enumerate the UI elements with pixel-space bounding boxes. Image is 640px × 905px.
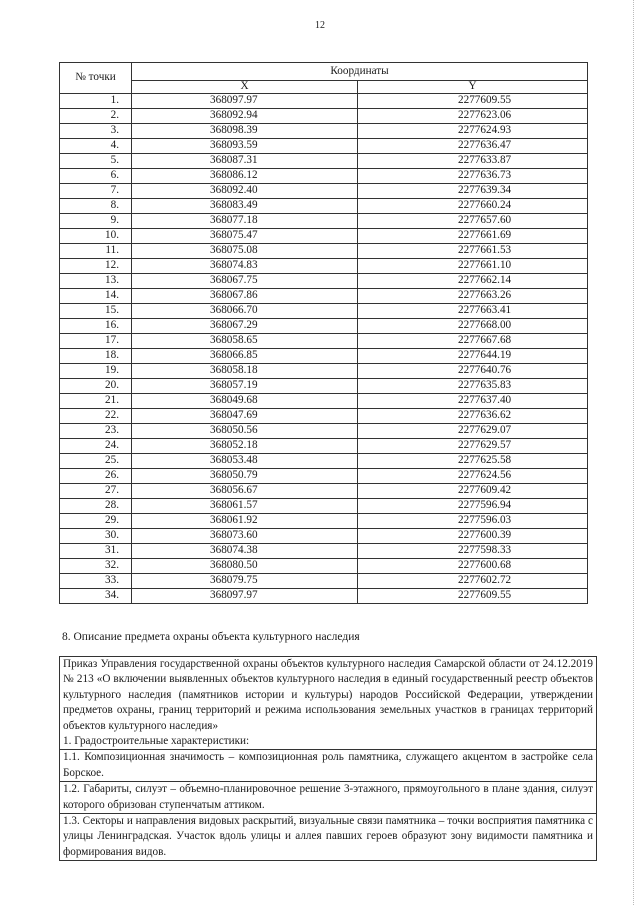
point-number-cell: 10. <box>60 229 132 244</box>
y-coordinate-cell: 2277667.68 <box>358 334 588 349</box>
y-coordinate-cell: 2277657.60 <box>358 214 588 229</box>
point-number-cell: 2. <box>60 109 132 124</box>
header-x: X <box>132 80 358 93</box>
point-number-cell: 15. <box>60 304 132 319</box>
item-view-sectors: 1.3. Секторы и направления видовых раскрытий, визуальные связи памятника – точки восприятия памятника с улицы Ленинградская. Участок вдоль улицы и аллея павших героев образуют зону видимости памятника и формирования видов. <box>63 815 593 858</box>
point-number-cell: 20. <box>60 379 132 394</box>
item-block <box>60 813 596 860</box>
x-coordinate-cell: 368067.86 <box>132 289 358 304</box>
table-row <box>60 319 588 334</box>
point-number-cell: 17. <box>60 334 132 349</box>
y-coordinate-cell: 2277661.69 <box>358 229 588 244</box>
table-row <box>60 484 588 499</box>
table-row <box>60 124 588 139</box>
point-number-cell: 16. <box>60 319 132 334</box>
table-row <box>60 274 588 289</box>
x-coordinate-cell: 368097.97 <box>132 94 358 109</box>
x-coordinate-cell: 368053.48 <box>132 454 358 469</box>
y-coordinate-cell: 2277625.58 <box>358 454 588 469</box>
point-number-cell: 6. <box>60 169 132 184</box>
header-coordinates: Координаты <box>132 63 588 81</box>
table-row <box>60 454 588 469</box>
item-block <box>60 749 596 781</box>
x-coordinate-cell: 368075.08 <box>132 244 358 259</box>
y-coordinate-cell: 2277644.19 <box>358 349 588 364</box>
y-coordinate-cell: 2277629.07 <box>358 424 588 439</box>
y-coordinate-cell: 2277602.72 <box>358 574 588 589</box>
table-row <box>60 154 588 169</box>
y-coordinate-cell: 2277609.55 <box>358 94 588 109</box>
table-row <box>60 304 588 319</box>
x-coordinate-cell: 368061.92 <box>132 514 358 529</box>
table-row <box>60 574 588 589</box>
point-number-cell: 8. <box>60 199 132 214</box>
y-coordinate-cell: 2277640.76 <box>358 364 588 379</box>
header-point-number: № точки <box>60 63 132 94</box>
table-row <box>60 349 588 364</box>
scan-edge <box>633 0 640 905</box>
table-row <box>60 259 588 274</box>
x-coordinate-cell: 368056.67 <box>132 484 358 499</box>
table-row <box>60 514 588 529</box>
x-coordinate-cell: 368067.29 <box>132 319 358 334</box>
x-coordinate-cell: 368087.31 <box>132 154 358 169</box>
x-coordinate-cell: 368058.18 <box>132 364 358 379</box>
x-coordinate-cell: 368049.68 <box>132 394 358 409</box>
point-number-cell: 24. <box>60 439 132 454</box>
table-row <box>60 214 588 229</box>
table-row <box>60 394 588 409</box>
point-number-cell: 5. <box>60 154 132 169</box>
point-number-cell: 19. <box>60 364 132 379</box>
point-number-cell: 18. <box>60 349 132 364</box>
table-row <box>60 289 588 304</box>
x-coordinate-cell: 368050.56 <box>132 424 358 439</box>
table-row <box>60 334 588 349</box>
x-coordinate-cell: 368097.97 <box>132 589 358 604</box>
point-number-cell: 26. <box>60 469 132 484</box>
point-number-cell: 11. <box>60 244 132 259</box>
x-coordinate-cell: 368066.70 <box>132 304 358 319</box>
point-number-cell: 23. <box>60 424 132 439</box>
point-number-cell: 1. <box>60 94 132 109</box>
point-number-cell: 7. <box>60 184 132 199</box>
item-block <box>60 781 596 813</box>
x-coordinate-cell: 368050.79 <box>132 469 358 484</box>
x-coordinate-cell: 368077.18 <box>132 214 358 229</box>
table-row <box>60 169 588 184</box>
x-coordinate-cell: 368066.85 <box>132 349 358 364</box>
point-number-cell: 25. <box>60 454 132 469</box>
x-coordinate-cell: 368057.19 <box>132 379 358 394</box>
y-coordinate-cell: 2277624.56 <box>358 469 588 484</box>
x-coordinate-cell: 368098.39 <box>132 124 358 139</box>
point-number-cell: 31. <box>60 544 132 559</box>
y-coordinate-cell: 2277661.10 <box>358 259 588 274</box>
point-number-cell: 27. <box>60 484 132 499</box>
table-row <box>60 184 588 199</box>
subheading-urban: 1. Градостроительные характеристики: <box>63 735 250 748</box>
point-number-cell: 4. <box>60 139 132 154</box>
x-coordinate-cell: 368092.40 <box>132 184 358 199</box>
table-row <box>60 139 588 154</box>
table-row <box>60 379 588 394</box>
y-coordinate-cell: 2277635.83 <box>358 379 588 394</box>
point-number-cell: 33. <box>60 574 132 589</box>
table-row <box>60 559 588 574</box>
y-coordinate-cell: 2277639.34 <box>358 184 588 199</box>
point-number-cell: 3. <box>60 124 132 139</box>
x-coordinate-cell: 368074.83 <box>132 259 358 274</box>
y-coordinate-cell: 2277596.94 <box>358 499 588 514</box>
item-composition: 1.1. Композиционная значимость – композиционная роль памятника, служащего акцентом в застройке села Борское. <box>63 751 593 779</box>
point-number-cell: 30. <box>60 529 132 544</box>
table-row <box>60 364 588 379</box>
table-row <box>60 544 588 559</box>
point-number-cell: 34. <box>60 589 132 604</box>
y-coordinate-cell: 2277660.24 <box>358 199 588 214</box>
y-coordinate-cell: 2277623.06 <box>358 109 588 124</box>
x-coordinate-cell: 368083.49 <box>132 199 358 214</box>
y-coordinate-cell: 2277636.47 <box>358 139 588 154</box>
x-coordinate-cell: 368079.75 <box>132 574 358 589</box>
table-row <box>60 469 588 484</box>
y-coordinate-cell: 2277636.73 <box>358 169 588 184</box>
y-coordinate-cell: 2277637.40 <box>358 394 588 409</box>
coordinates-table <box>59 62 588 604</box>
x-coordinate-cell: 368080.50 <box>132 559 358 574</box>
y-coordinate-cell: 2277633.87 <box>358 154 588 169</box>
table-row <box>60 229 588 244</box>
y-coordinate-cell: 2277629.57 <box>358 439 588 454</box>
point-number-cell: 29. <box>60 514 132 529</box>
page-number: 12 <box>315 20 325 31</box>
point-number-cell: 13. <box>60 274 132 289</box>
x-coordinate-cell: 368052.18 <box>132 439 358 454</box>
table-row <box>60 529 588 544</box>
table-row <box>60 199 588 214</box>
x-coordinate-cell: 368058.65 <box>132 334 358 349</box>
table-row <box>60 424 588 439</box>
point-number-cell: 32. <box>60 559 132 574</box>
point-number-cell: 21. <box>60 394 132 409</box>
x-coordinate-cell: 368047.69 <box>132 409 358 424</box>
table-row <box>60 244 588 259</box>
y-coordinate-cell: 2277600.39 <box>358 529 588 544</box>
x-coordinate-cell: 368074.38 <box>132 544 358 559</box>
x-coordinate-cell: 368092.94 <box>132 109 358 124</box>
x-coordinate-cell: 368075.47 <box>132 229 358 244</box>
table-row <box>60 439 588 454</box>
point-number-cell: 9. <box>60 214 132 229</box>
table-row <box>60 409 588 424</box>
x-coordinate-cell: 368093.59 <box>132 139 358 154</box>
y-coordinate-cell: 2277662.14 <box>358 274 588 289</box>
protection-subject-box <box>59 656 597 861</box>
order-text: Приказ Управления государственной охраны объектов культурного наследия Самарской области от 24.12.2019 № 213 «О включении выявленных объектов культурного наследия в единый государственный реестр объектов культурного наследия (памятников истории и культуры) народов Российской Федерации, утверждении предметов охраны, границ территорий и режима использования земельных участков в границах территорий объектов культурного наследия» <box>63 658 593 732</box>
x-coordinate-cell: 368086.12 <box>132 169 358 184</box>
y-coordinate-cell: 2277663.26 <box>358 289 588 304</box>
y-coordinate-cell: 2277609.55 <box>358 589 588 604</box>
point-number-cell: 14. <box>60 289 132 304</box>
table-row <box>60 589 588 604</box>
y-coordinate-cell: 2277661.53 <box>358 244 588 259</box>
y-coordinate-cell: 2277636.62 <box>358 409 588 424</box>
table-row <box>60 94 588 109</box>
order-block <box>60 657 596 749</box>
y-coordinate-cell: 2277663.41 <box>358 304 588 319</box>
section-heading: 8. Описание предмета охраны объекта культурного наследия <box>62 631 360 643</box>
item-dimensions: 1.2. Габариты, силуэт – объемно-планировочное решение 3-этажного, прямоугольного в плане здания, силуэт которого обризован ступенчатым аттиком. <box>63 783 593 811</box>
table-row <box>60 109 588 124</box>
y-coordinate-cell: 2277596.03 <box>358 514 588 529</box>
y-coordinate-cell: 2277624.93 <box>358 124 588 139</box>
point-number-cell: 28. <box>60 499 132 514</box>
x-coordinate-cell: 368073.60 <box>132 529 358 544</box>
y-coordinate-cell: 2277609.42 <box>358 484 588 499</box>
header-y: Y <box>358 80 588 93</box>
table-row <box>60 499 588 514</box>
point-number-cell: 22. <box>60 409 132 424</box>
point-number-cell: 12. <box>60 259 132 274</box>
y-coordinate-cell: 2277598.33 <box>358 544 588 559</box>
x-coordinate-cell: 368067.75 <box>132 274 358 289</box>
x-coordinate-cell: 368061.57 <box>132 499 358 514</box>
y-coordinate-cell: 2277668.00 <box>358 319 588 334</box>
y-coordinate-cell: 2277600.68 <box>358 559 588 574</box>
